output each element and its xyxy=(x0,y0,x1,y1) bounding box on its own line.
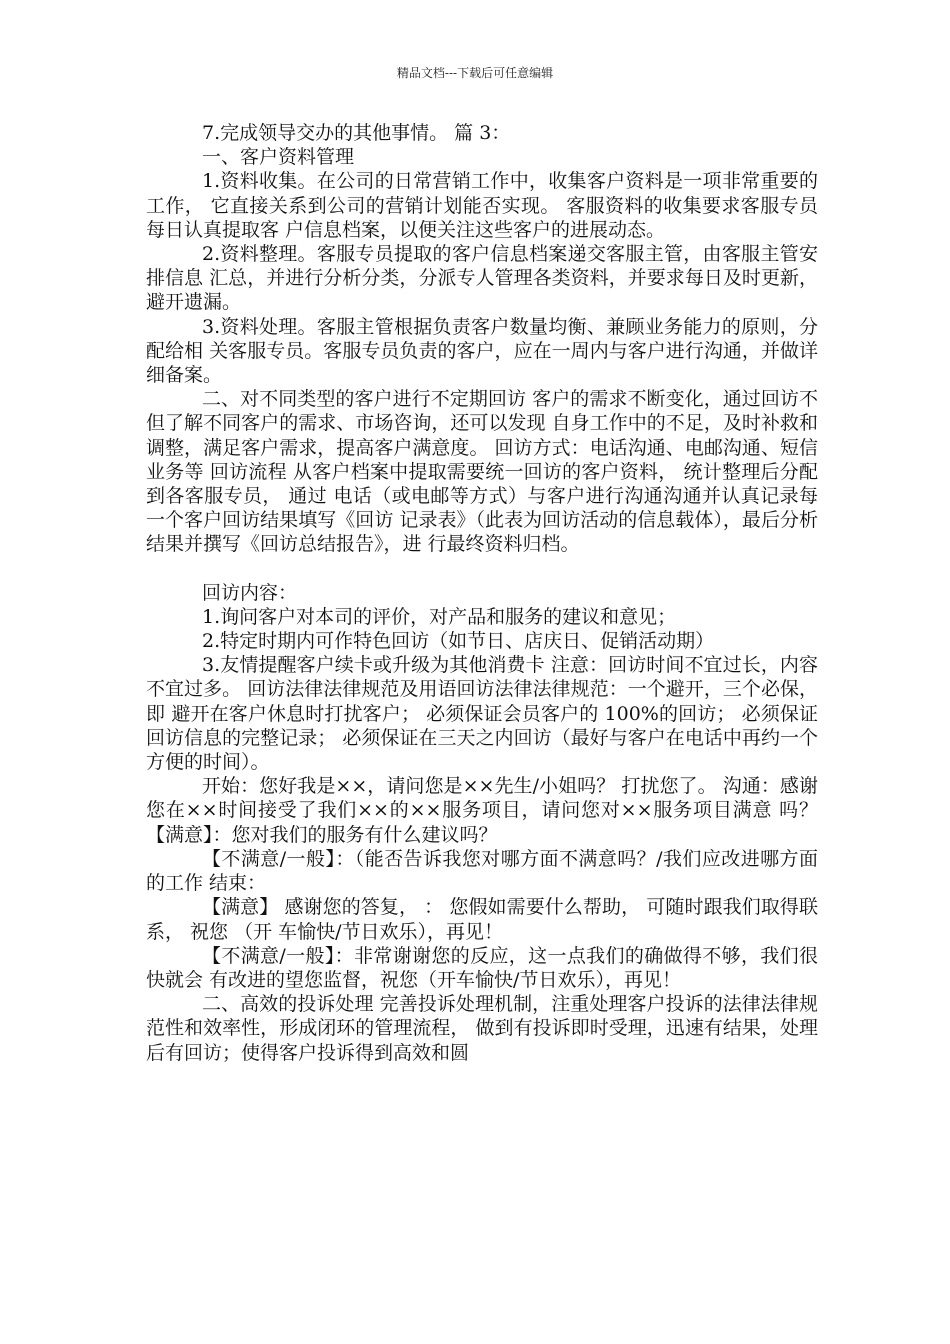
paragraph-gap xyxy=(146,557,818,581)
paragraph: 【满意】 感谢您的答复， ： 您假如需要什么帮助， 可随时跟我们取得联系， 祝您 （开 车愉快/节日欢乐），再见！ xyxy=(146,896,818,943)
paragraph: 1.资料收集。在公司的日常营销工作中，收集客户资料是一项非常重要的工作， 它直接关系到公司的营销计划能否实现。 客服资料的收集要求客服专员每日认真提取客 户信息档案，以便关注这些客户的进展动态。 xyxy=(146,170,818,241)
paragraph: 二、对不同类型的客户进行不定期回访 客户的需求不断变化，通过回访不但了解不同客户的需求、市场咨询，还可以发现 自身工作中的不足，及时补救和调整，满足客户需求，提高客户满意度。 回访方式：电话沟通、电邮沟通、短信业务等 回访流程 从客户档案中提取需要统一回访的客户资料， 统计整理后分配到各客服专员， 通过 电话（或电邮等方式）与客户进行沟通沟通并认真记录每一个客户回访结果填写《回访 记录表》（此表为回访活动的信息载体），最后分析结果并撰写《回访总结报告》，进 行最终资料归档。 xyxy=(146,388,818,556)
paragraph: 回访内容： xyxy=(202,581,298,604)
paragraph: 3.资料处理。客服主管根据负责客户数量均衡、兼顾业务能力的原则，分配给相 关客服专员。客服专员负责的客户，应在一周内与客户进行沟通，并做详细备案。 xyxy=(146,315,818,387)
paragraph: 2.资料整理。客服专员提取的客户信息档案递交客服主管，由客服主管安排信息 汇总，并进行分析分类，分派专人管理各类资料，并要求每日及时更新，避开遗漏。 xyxy=(146,243,818,314)
section-heading: 一、客户资料管理 xyxy=(202,146,355,169)
paragraph: 【不满意/一般】：（能否告诉我您对哪方面不满意吗？/我们应改进哪方面的工作 结束： xyxy=(146,847,818,895)
paragraph: 1.询问客户对本司的评价，对产品和服务的建议和意见； xyxy=(202,605,677,628)
paragraph: 开始：您好我是××，请问您是××先生/小姐吗？ 打扰您了。 沟通：感谢您在××时间接受了我们××的××服务项目，请问您对××服务项目满意 吗？ 【满意】：您对我们的服务有什么建议吗？ xyxy=(146,775,818,846)
paragraph: 7.完成领导交办的其他事情。 篇 3： xyxy=(202,122,511,144)
page-header: 精品文档---下载后可任意编辑 xyxy=(396,66,554,80)
paragraph: 【不满意/一般】：非常谢谢您的反应，这一点我们的确做得不够，我们很快就会 有改进的望您监督，祝您（开车愉快/节日欢乐），再见！ xyxy=(146,944,818,991)
paragraph: 2.特定时期内可作特色回访（如节日、店庆日、促销活动期） xyxy=(202,630,715,653)
paragraph: 二、高效的投诉处理 完善投诉处理机制，注重处理客户投诉的法律法律规范性和效率性，形成闭环的管理流程， 做到有投诉即时受理，迅速有结果，处理后有回访；使得客户投诉得到高效和圆 xyxy=(146,993,818,1064)
paragraph: 3.友情提醒客户续卡或升级为其他消费卡 注意：回访时间不宜过长，内容不宜过多。 回访法律法律规范及用语回访法律法律规范：一个避开，三个必保，即 避开在客户休息时打扰客户； 必须保证会员客户的 100%的回访； 必须保证回访信息的完整记录； 必须保证在三天之内回访（最好与客户在电话中再约一个方便的时间）。 xyxy=(146,654,818,774)
document-body xyxy=(146,121,818,1065)
